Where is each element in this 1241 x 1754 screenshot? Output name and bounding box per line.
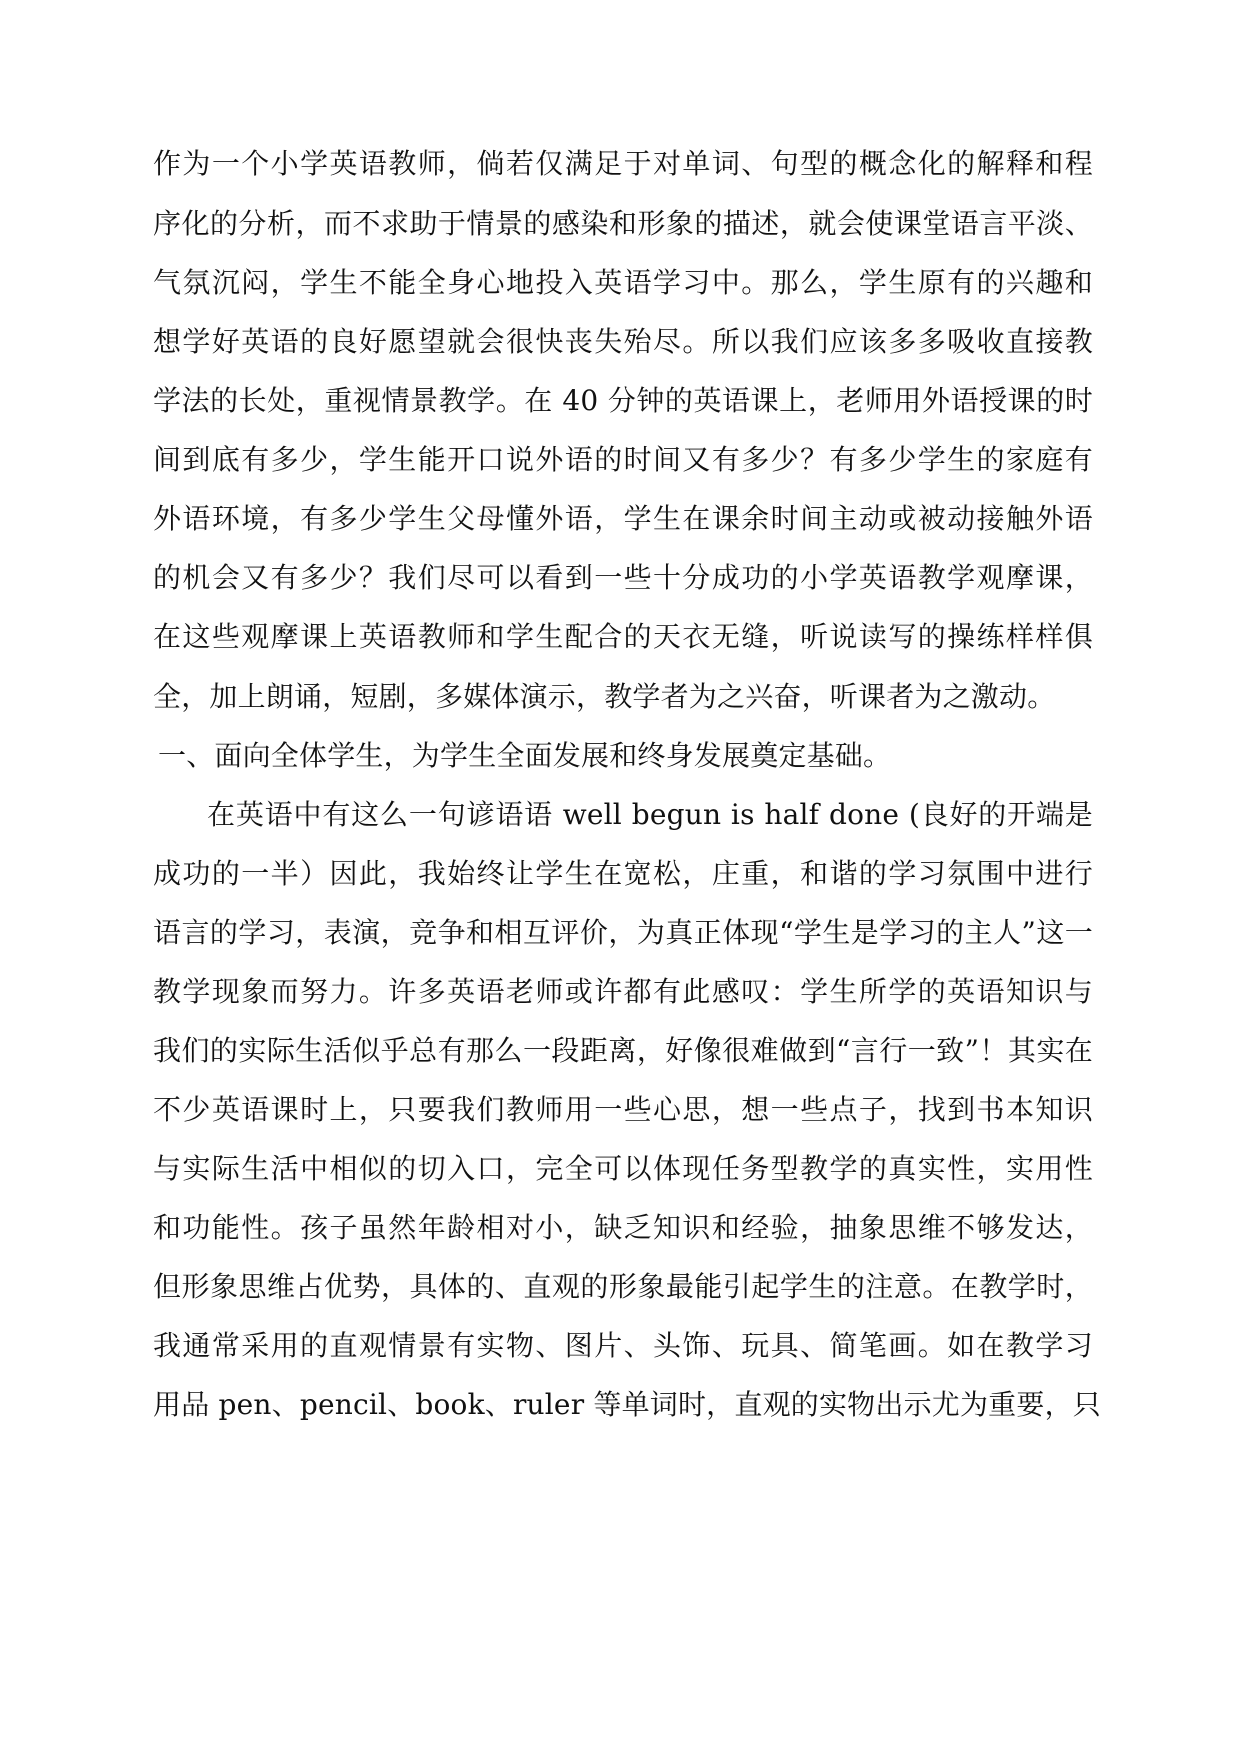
paragraph-line: 但形象思维占优势，具体的、直观的形象最能引起学生的注意。在教学时， — [153, 1270, 1093, 1303]
section-heading: 一、面向全体学生，为学生全面发展和终身发展奠定基础。 — [158, 739, 892, 772]
paragraph-line: 和功能性。孩子虽然年龄相对小，缺乏知识和经验，抽象思维不够发达， — [153, 1211, 1093, 1244]
paragraph-line: 全，加上朗诵，短剧，多媒体演示，教学者为之兴奋，听课者为之激动。 — [153, 680, 1056, 713]
paragraph-line: 不少英语课时上，只要我们教师用一些心思，想一些点子，找到书本知识 — [153, 1093, 1093, 1126]
paragraph-line: 与实际生活中相似的切入口，完全可以体现任务型教学的真实性，实用性 — [153, 1152, 1093, 1185]
paragraph-line: 学法的长处，重视情景教学。在 40 分钟的英语课上，老师用外语授课的时 — [153, 384, 1093, 417]
paragraph-line: 语言的学习，表演，竞争和相互评价，为真正体现“学生是学习的主人”这一 — [153, 916, 1093, 949]
paragraph-line: 作为一个小学英语教师，倘若仅满足于对单词、句型的概念化的解释和程 — [153, 147, 1093, 180]
paragraph-line: 用品 pen、pencil、book、ruler 等单词时，直观的实物出示尤为重要，只 — [153, 1388, 1101, 1421]
paragraph-line: 我们的实际生活似乎总有那么一段距离，好像很难做到“言行一致”！其实在 — [153, 1034, 1093, 1067]
paragraph-line: 的机会又有多少？我们尽可以看到一些十分成功的小学英语教学观摩课， — [153, 561, 1093, 594]
paragraph-line: 在英语中有这么一句谚语语 well begun is half done (良好的开端是 — [207, 798, 1093, 831]
paragraph-line: 我通常采用的直观情景有实物、图片、头饰、玩具、简笔画。如在教学习 — [153, 1329, 1093, 1362]
paragraph-line: 间到底有多少，学生能开口说外语的时间又有多少？有多少学生的家庭有 — [153, 443, 1093, 476]
paragraph-line: 气氛沉闷，学生不能全身心地投入英语学习中。那么，学生原有的兴趣和 — [153, 266, 1093, 299]
paragraph-line: 外语环境，有多少学生父母懂外语，学生在课余时间主动或被动接触外语 — [153, 502, 1093, 535]
paragraph-line: 序化的分析，而不求助于情景的感染和形象的描述，就会使课堂语言平淡、 — [153, 207, 1093, 240]
paragraph-line: 在这些观摩课上英语教师和学生配合的天衣无缝，听说读写的操练样样俱 — [153, 620, 1093, 653]
paragraph-line: 成功的一半）因此，我始终让学生在宽松，庄重，和谐的学习氛围中进行 — [153, 857, 1093, 890]
paragraph-line: 教学现象而努力。许多英语老师或许都有此感叹：学生所学的英语知识与 — [153, 975, 1093, 1008]
paragraph-line: 想学好英语的良好愿望就会很快丧失殆尽。所以我们应该多多吸收直接教 — [153, 325, 1093, 358]
